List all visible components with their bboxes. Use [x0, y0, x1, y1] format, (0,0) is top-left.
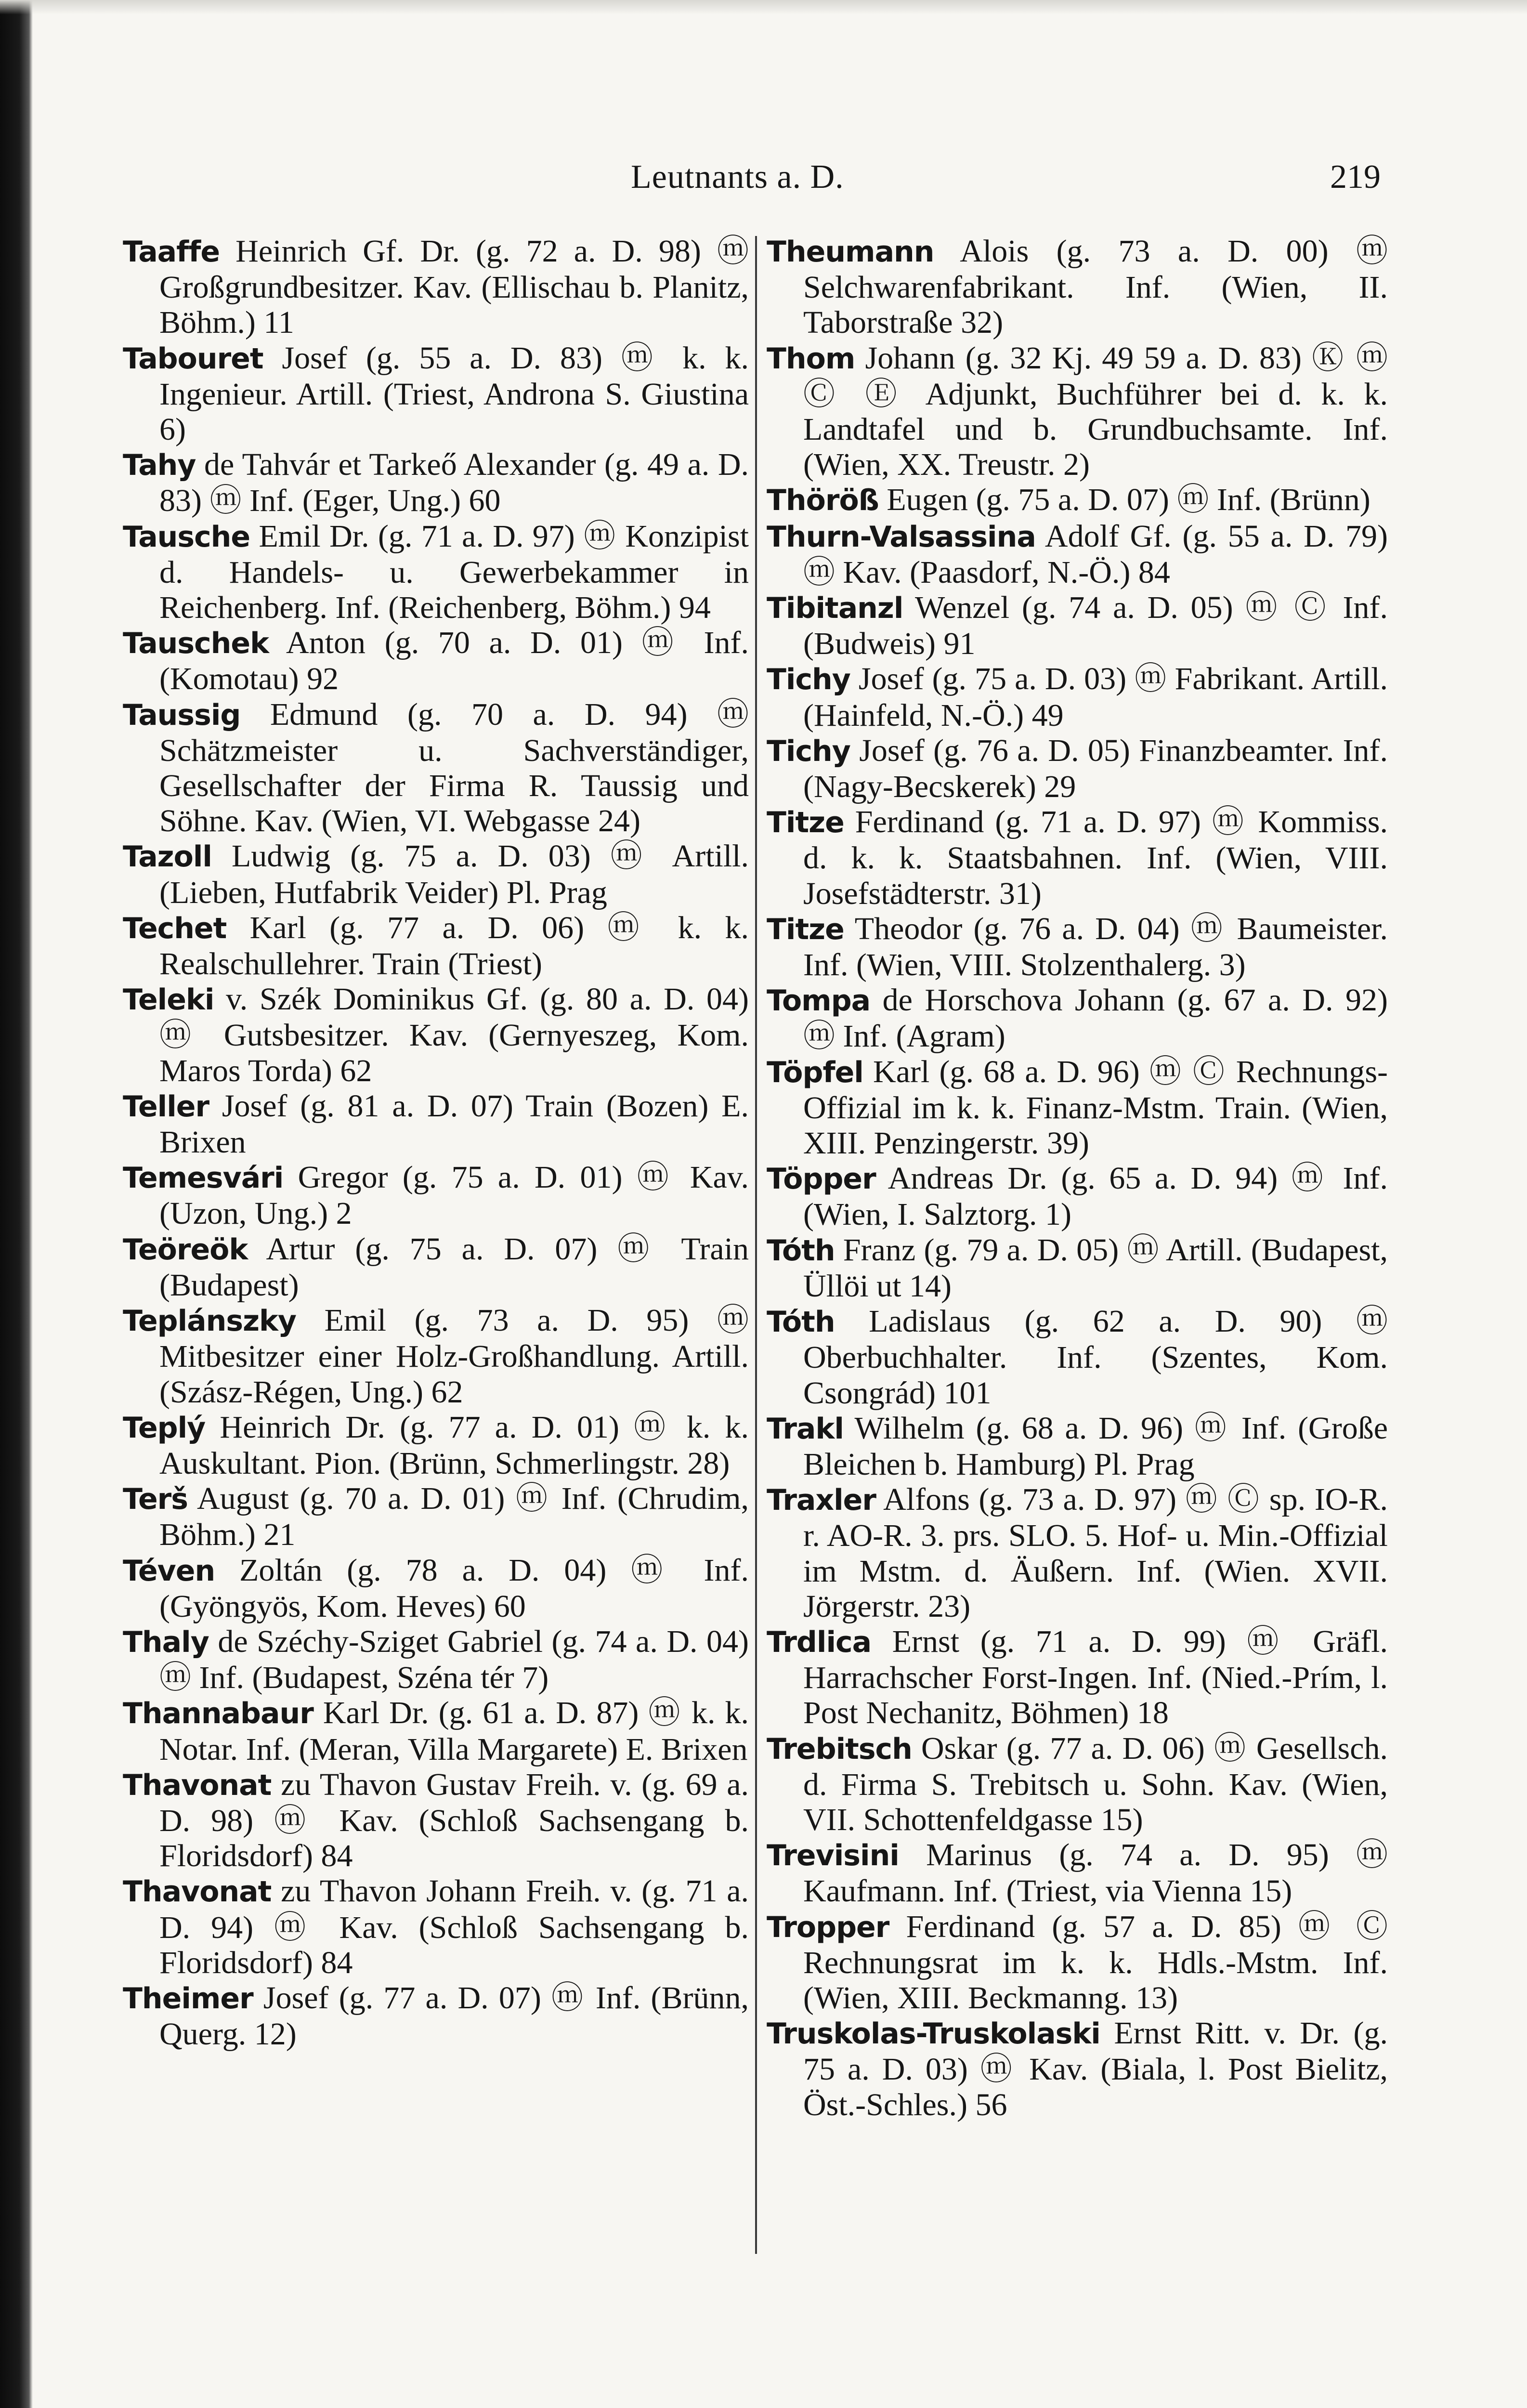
list-item: [767, 340, 1388, 483]
list-item: [123, 910, 749, 982]
list-item: [767, 733, 1388, 804]
entry-surname: Trdlica: [767, 1625, 872, 1659]
list-item: [123, 1873, 749, 1980]
list-item: [767, 1054, 1388, 1161]
entry-surname: Tazoll: [123, 840, 212, 874]
entry-surname: Tabouret: [123, 341, 263, 376]
list-item: [767, 1411, 1388, 1482]
entry-surname: Teplánszky: [123, 1304, 297, 1338]
entry-surname: Taaffe: [123, 235, 220, 269]
list-item: [767, 982, 1388, 1054]
entry-details: Heinrich Gf. Dr. (g. 72 a. D. 98) ⓜ Großgrundbesitzer. Kav. (Ellischau b. Planitz, Böhm.) 11: [159, 234, 749, 340]
entry-surname: Tropper: [767, 1910, 889, 1944]
list-item: [767, 1304, 1388, 1411]
list-item: [767, 1837, 1388, 1909]
entry-details: Emil Dr. (g. 71 a. D. 97) ⓜ Konzipist d. Handels- u. Gewerbekammer in Reichenberg. Inf. (Reichenberg, Böhm.) 94: [159, 518, 749, 626]
list-item: [767, 911, 1388, 982]
entry-surname: Téven: [123, 1554, 215, 1588]
entry-details: de Horschova Johann (g. 67 a. D. 92) ⓜ Inf. (Agram): [803, 982, 1388, 1054]
entry-surname: Tompa: [767, 984, 871, 1018]
entry-details: Oskar (g. 77 a. D. 06) ⓜ Gesellsch. d. Firma S. Trebitsch u. Sohn. Kav. (Wien, VII. Schottenfeldgasse 15): [803, 1730, 1388, 1837]
entry-details: Gregor (g. 75 a. D. 01) ⓜ Kav. (Uzon, Ung.) 2: [159, 1160, 749, 1231]
entry-details: August (g. 70 a. D. 01) ⓜ Inf. (Chrudim, Böhm.) 21: [159, 1481, 749, 1553]
entry-surname: Traxler: [767, 1483, 876, 1518]
list-item: [123, 1303, 749, 1410]
entry-surname: Teplý: [123, 1411, 206, 1445]
running-head: Leutnants a. D.: [631, 158, 844, 196]
entry-details: Eugen (g. 75 a. D. 07) ⓜ Inf. (Brünn): [878, 482, 1370, 518]
entry-surname: Thom: [767, 341, 855, 376]
entry-surname: Thavonat: [123, 1768, 272, 1802]
entry-details: Anton (g. 70 a. D. 01) ⓜ Inf. (Komotau) 92: [159, 625, 749, 697]
entry-details: Theodor (g. 76 a. D. 04) ⓜ Baumeister. Inf. (Wien, VIII. Stolzenthalerg. 3): [803, 911, 1388, 983]
entry-surname: Theimer: [123, 1981, 253, 2015]
entry-surname: Thannabaur: [123, 1697, 313, 1731]
list-item: [767, 1624, 1388, 1731]
list-item: [123, 1695, 749, 1767]
entry-surname: Truskolas-Truskolaski: [767, 2017, 1100, 2051]
list-item: [123, 340, 749, 447]
entry-details: Artur (g. 75 a. D. 07) ⓜ Train (Budapest): [159, 1231, 749, 1303]
list-item: [123, 1980, 749, 2052]
list-item: [123, 1088, 749, 1160]
entry-surname: Trakl: [767, 1412, 844, 1446]
list-item: [767, 661, 1388, 733]
list-item: [767, 1161, 1388, 1232]
entry-surname: Thavonat: [123, 1875, 272, 1909]
entry-details: Ladislaus (g. 62 a. D. 90) ⓜ Oberbuchhalter. Inf. (Szentes, Kom. Csongrád) 101: [803, 1304, 1388, 1411]
entry-surname: Trebitsch: [767, 1732, 912, 1766]
list-item: [767, 1909, 1388, 2016]
entry-surname: Töpper: [767, 1162, 876, 1196]
entry-details: Adolf Gf. (g. 55 a. D. 79) ⓜ Kav. (Paasdorf, N.-Ö.) 84: [803, 518, 1388, 590]
list-item: [123, 697, 749, 839]
entry-details: Emil (g. 73 a. D. 95) ⓜ Mitbesitzer einer Holz-Großhandlung. Artill. (Szász-Régen, Ung.) 62: [159, 1303, 749, 1410]
entry-details: Johann (g. 32 Kj. 49 59 a. D. 83) Ⓚ ⓜ Ⓒ Ⓔ Adjunkt, Buchführer bei d. k. k. Landtafel und b. Grundbuchsamte. Inf. (Wien, XX. Treustr. 2): [803, 340, 1388, 483]
entry-details: zu Thavon Johann Freih. v. (g. 71 a. D. 94) ⓜ Kav. (Schloß Sachsengang b. Floridsdorf) 84: [159, 1873, 749, 1980]
entry-surname: Taussig: [123, 698, 241, 732]
list-item: [767, 1232, 1388, 1304]
entry-surname: Temesvári: [123, 1161, 284, 1195]
entry-surname: Tóth: [767, 1305, 835, 1339]
list-item: [123, 1624, 749, 1695]
entry-surname: Theumann: [767, 235, 934, 269]
entry-surname: Thaly: [123, 1625, 209, 1659]
entry-details: Franz (g. 79 a. D. 05) ⓜ Artill. (Budapest, Üllöi ut 14): [803, 1232, 1388, 1304]
entry-surname: Tichy: [767, 734, 850, 768]
entry-details: Edmund (g. 70 a. D. 94) ⓜ Schätzmeister u. Sachverständiger, Gesellschafter der Firma R. Taussig und Söhne. Kav. (Wien, VI. Webgasse 24): [159, 696, 749, 839]
entry-details: Josef (g. 77 a. D. 07) ⓜ Inf. (Brünn, Querg. 12): [159, 1980, 749, 2052]
list-item: [123, 838, 749, 910]
list-item: [767, 590, 1388, 661]
entry-details: Josef (g. 76 a. D. 05) Finanzbeamter. Inf. (Nagy-Becskerek) 29: [803, 733, 1388, 805]
entry-details: Wenzel (g. 74 a. D. 05) ⓜ Ⓒ Inf. (Budweis) 91: [803, 590, 1388, 662]
entry-details: Zoltán (g. 78 a. D. 04) ⓜ Inf. (Gyöngyös, Kom. Heves) 60: [159, 1552, 749, 1624]
list-item: [123, 982, 749, 1088]
list-item: [123, 1410, 749, 1481]
entry-surname: Tahy: [123, 448, 196, 483]
column-divider: [755, 236, 757, 2254]
list-item: [767, 804, 1388, 911]
entry-details: Alfons (g. 73 a. D. 97) ⓜ Ⓒ sp. IO-R. r. AO-R. 3. prs. SLO. 5. Hof- u. Min.-Offizial im Mstm. d. Äußern. Inf. (Wien. XVII. Jörgerstr. 23): [803, 1482, 1388, 1624]
entry-surname: Tibitanzl: [767, 591, 903, 626]
list-item: [767, 2015, 1388, 2122]
entry-details: zu Thavon Gustav Freih. v. (g. 69 a. D. 98) ⓜ Kav. (Schloß Sachsengang b. Floridsdorf) 84: [159, 1767, 749, 1874]
entry-surname: Techet: [123, 911, 227, 945]
entry-details: Josef (g. 81 a. D. 07) Train (Bozen) E. Brixen: [159, 1088, 749, 1160]
list-item: [123, 234, 749, 340]
entry-details: Josef (g. 55 a. D. 83) ⓜ k. k. Ingenieur. Artill. (Triest, Androna S. Giustina 6): [159, 340, 749, 447]
entry-details: Josef (g. 75 a. D. 03) ⓜ Fabrikant. Artill. (Hainfeld, N.-Ö.) 49: [803, 661, 1388, 733]
entry-surname: Tichy: [767, 663, 850, 697]
list-item: [767, 1731, 1388, 1838]
entry-surname: Tóth: [767, 1233, 835, 1268]
list-item: [767, 482, 1388, 518]
entry-details: de Széchy-Sziget Gabriel (g. 74 a. D. 04) ⓜ Inf. (Budapest, Széna tér 7): [159, 1623, 749, 1696]
right-column: [767, 234, 1388, 2122]
entry-details: Ferdinand (g. 57 a. D. 85) ⓜ Ⓒ Rechnungsrat im k. k. Hdls.-Mstm. Inf. (Wien, XIII. Beckmanng. 13): [803, 1909, 1388, 2015]
list-item: [123, 1767, 749, 1874]
entry-surname: Thöröß: [767, 484, 879, 518]
entry-details: v. Szék Dominikus Gf. (g. 80 a. D. 04) ⓜ Gutsbesitzer. Kav. (Gernyeszeg, Kom. Maros Torda) 62: [159, 982, 749, 1088]
list-item: [123, 1160, 749, 1231]
list-item: [767, 234, 1388, 340]
entry-details: Karl Dr. (g. 61 a. D. 87) ⓜ k. k. Notar. Inf. (Meran, Villa Margarete) E. Brixen: [159, 1695, 749, 1767]
entry-surname: Töpfel: [767, 1055, 863, 1089]
entry-details: Ludwig (g. 75 a. D. 03) ⓜ Artill. (Lieben, Hutfabrik Veider) Pl. Prag: [159, 838, 749, 910]
entry-details: Ferdinand (g. 71 a. D. 97) ⓜ Kommiss. d. k. k. Staatsbahnen. Inf. (Wien, VIII. Josefstädterstr. 31): [803, 804, 1388, 911]
list-item: [767, 519, 1388, 590]
entry-details: Andreas Dr. (g. 65 a. D. 94) ⓜ Inf. (Wien, I. Salztorg. 1): [803, 1161, 1388, 1232]
entry-surname: Teller: [123, 1089, 209, 1124]
entry-surname: Tauschek: [123, 627, 269, 661]
entry-surname: Teleki: [123, 983, 214, 1017]
entry-details: Ernst Ritt. v. Dr. (g. 75 a. D. 03) ⓜ Kav. (Biala, l. Post Bielitz, Öst.-Schles.) 56: [803, 2015, 1388, 2122]
list-item: [123, 1481, 749, 1552]
list-item: [123, 519, 749, 626]
entry-details: Wilhelm (g. 68 a. D. 96) ⓜ Inf. (Große Bleichen b. Hamburg) Pl. Prag: [803, 1410, 1388, 1482]
page-binding-shadow: [0, 0, 33, 2408]
left-column: [123, 234, 749, 2052]
entry-surname: Teöreök: [123, 1232, 248, 1267]
list-item: [767, 1482, 1388, 1624]
entry-surname: Tausche: [123, 520, 250, 554]
list-item: [123, 447, 749, 518]
entry-details: Ernst (g. 71 a. D. 99) ⓜ Gräfl. Harrachscher Forst-Ingen. Inf. (Nied.-Prím, l. Post Nechanitz, Böhmen) 18: [803, 1623, 1388, 1731]
list-item: [123, 1553, 749, 1624]
entry-details: Karl (g. 77 a. D. 06) ⓜ k. k. Realschullehrer. Train (Triest): [159, 910, 749, 982]
entry-surname: Trevisini: [767, 1839, 899, 1873]
entry-surname: Thurn-Valsassina: [767, 520, 1036, 554]
entry-details: de Tahvár et Tarkeő Alexander (g. 49 a. D. 83) ⓜ Inf. (Eger, Ung.) 60: [159, 447, 749, 519]
list-item: [123, 625, 749, 696]
entry-details: Alois (g. 73 a. D. 00) ⓜ Selchwarenfabrikant. Inf. (Wien, II. Taborstraße 32): [803, 234, 1388, 340]
list-item: [123, 1231, 749, 1303]
entry-surname: Titze: [767, 912, 844, 946]
page-number: 219: [1330, 158, 1381, 196]
page-top-shadow: [0, 0, 1527, 14]
entry-details: Marinus (g. 74 a. D. 95) ⓜ Kaufmann. Inf. (Triest, via Vienna 15): [803, 1837, 1388, 1909]
entry-surname: Titze: [767, 806, 844, 840]
entry-details: Heinrich Dr. (g. 77 a. D. 01) ⓜ k. k. Auskultant. Pion. (Brünn, Schmerlingstr. 28): [159, 1409, 749, 1481]
entry-surname: Terš: [123, 1482, 188, 1517]
entry-details: Karl (g. 68 a. D. 96) ⓜ Ⓒ Rechnungs-Offizial im k. k. Finanz-Mstm. Train. (Wien, XIII. Penzingerstr. 39): [803, 1054, 1388, 1161]
